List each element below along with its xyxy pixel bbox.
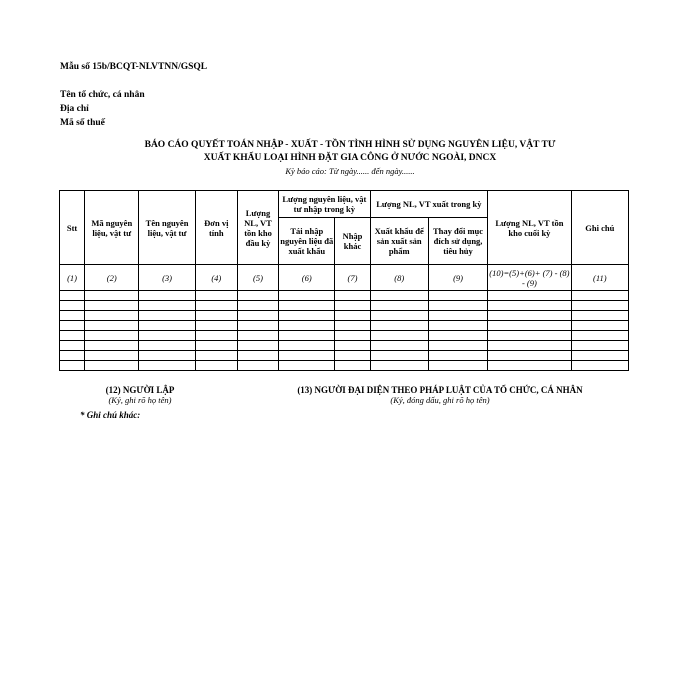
address-label: Địa chỉ bbox=[60, 104, 89, 114]
report-table bbox=[59, 190, 629, 371]
col-header-closing: Lượng NL, VT tồn kho cuối kỳ bbox=[488, 191, 571, 265]
col-number: (2) bbox=[85, 265, 139, 291]
preparer-instruction: (Ký, ghi rõ họ tên) bbox=[108, 395, 172, 405]
report-title-line1: BÁO CÁO QUYẾT TOÁN NHẬP - XUẤT - TỒN TÌNH HÌNH SỬ DỤNG NGUYÊN LIỆU, VẬT TƯ bbox=[144, 140, 556, 150]
col-number: (9) bbox=[428, 265, 487, 291]
col-number: (8) bbox=[370, 265, 428, 291]
col-number: (6) bbox=[279, 265, 335, 291]
table-row bbox=[60, 311, 629, 321]
org-name-label: Tên tổ chức, cá nhân bbox=[60, 90, 145, 100]
report-period: Kỳ báo cáo: Từ ngày...... đến ngày...... bbox=[285, 166, 415, 176]
col-number: (3) bbox=[139, 265, 195, 291]
table-row bbox=[60, 331, 629, 341]
tax-code-label: Mã số thuế bbox=[60, 118, 105, 128]
col-header-reimport: Tái nhập nguyên liệu đã xuất khẩu bbox=[279, 218, 335, 265]
table-row bbox=[60, 301, 629, 311]
form-code: Mẫu số 15b/BCQT-NLVTNN/GSQL bbox=[60, 62, 208, 72]
col-number: (4) bbox=[195, 265, 237, 291]
col-header-opening: Lượng NL, VT tồn kho đầu kỳ bbox=[237, 191, 278, 265]
col-header-stt: Stt bbox=[60, 191, 85, 265]
col-header-name: Tên nguyên liệu, vật tư bbox=[139, 191, 195, 265]
preparer-signature-block bbox=[80, 385, 200, 405]
col-header-export-product: Xuất khẩu để sản xuất sản phẩm bbox=[370, 218, 428, 265]
representative-title: (13) NGƯỜI ĐẠI DIỆN THEO PHÁP LUẬT CỦA TỔ CHỨC, CÁ NHÂN bbox=[297, 385, 583, 395]
col-header-export-group: Lượng NL, VT xuất trong kỳ bbox=[370, 191, 488, 218]
col-number: (1) bbox=[60, 265, 85, 291]
col-number: (10)=(5)+(6)+ (7) - (8) - (9) bbox=[488, 265, 571, 291]
col-header-import-group: Lượng nguyên liệu, vật tư nhập trong kỳ bbox=[279, 191, 370, 218]
other-notes-label: * Ghi chú khác: bbox=[80, 410, 141, 420]
col-header-note: Ghi chú bbox=[571, 191, 628, 265]
col-header-code: Mã nguyên liệu, vật tư bbox=[85, 191, 139, 265]
table-row bbox=[60, 351, 629, 361]
report-title-line2: XUẤT KHẨU LOẠI HÌNH ĐẶT GIA CÔNG Ở NƯỚC NGOÀI, DNCX bbox=[203, 153, 497, 163]
representative-signature-block bbox=[250, 385, 630, 405]
col-number: (7) bbox=[335, 265, 370, 291]
col-number: (11) bbox=[571, 265, 628, 291]
table-row bbox=[60, 291, 629, 301]
table-row bbox=[60, 321, 629, 331]
table-row bbox=[60, 361, 629, 371]
table-row bbox=[60, 341, 629, 351]
col-header-unit: Đơn vị tính bbox=[195, 191, 237, 265]
preparer-title: (12) NGƯỜI LẬP bbox=[105, 385, 175, 395]
col-header-other-import: Nhập khác bbox=[335, 218, 370, 265]
col-number: (5) bbox=[237, 265, 278, 291]
representative-instruction: (Ký, đóng dấu, ghi rõ họ tên) bbox=[390, 395, 490, 405]
col-header-change-purpose: Thay đổi mục đích sử dụng, tiêu hủy bbox=[428, 218, 487, 265]
